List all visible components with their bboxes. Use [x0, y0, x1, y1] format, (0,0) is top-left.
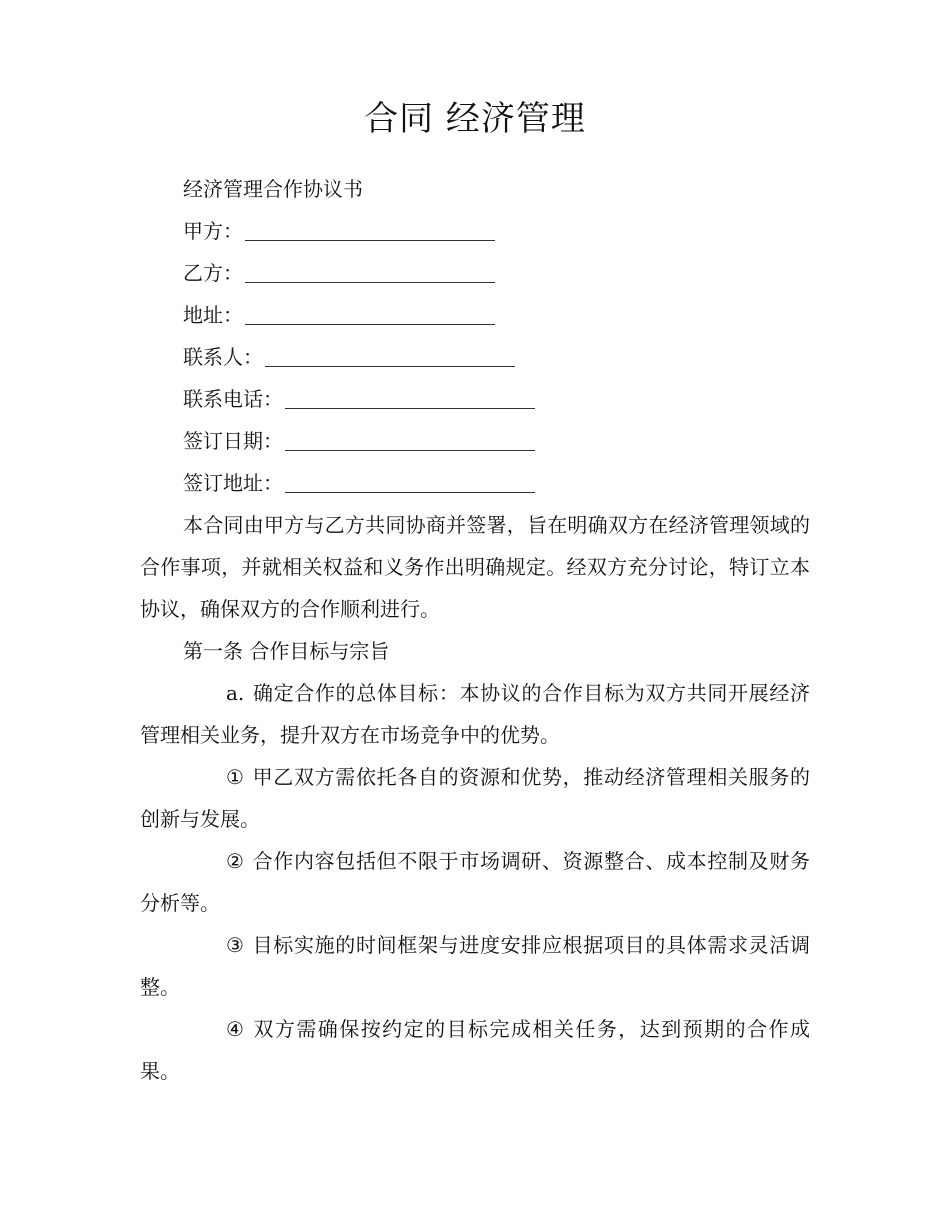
list-item	[140, 1008, 810, 1092]
contact-person-blank-line	[265, 336, 515, 367]
clause-a-mark: a.	[226, 681, 245, 705]
party-b-field	[140, 252, 810, 294]
address-field	[140, 294, 810, 336]
article-1-heading: 第一条 合作目标与宗旨	[183, 639, 390, 663]
contact-person-field	[140, 336, 810, 378]
item-3-mark: ③	[226, 933, 244, 957]
signing-date-blank-line	[285, 420, 535, 451]
signing-date-label: 签订日期：	[183, 429, 283, 453]
item-4-mark: ④	[226, 1017, 244, 1041]
signing-place-blank-line	[285, 462, 535, 493]
signing-place-label: 签订地址：	[183, 471, 283, 495]
contact-phone-label: 联系电话：	[183, 387, 283, 411]
party-b-label: 乙方：	[183, 261, 243, 285]
list-item	[140, 840, 810, 924]
address-blank-line	[245, 294, 495, 325]
signing-place-field	[140, 462, 810, 504]
list-item	[140, 924, 810, 1008]
item-1-text: 甲乙双方需依托各自的资源和优势，推动经济管理相关服务的创新与发展。	[140, 765, 810, 831]
contact-person-label: 联系人：	[183, 345, 263, 369]
contact-phone-field	[140, 378, 810, 420]
party-a-field	[140, 210, 810, 252]
address-label: 地址：	[183, 303, 243, 327]
item-2-mark: ②	[226, 849, 244, 873]
document-title: 合同 经济管理	[364, 99, 586, 139]
contact-phone-blank-line	[285, 378, 535, 409]
item-4-text: 双方需确保按约定的目标完成相关任务，达到预期的合作成果。	[140, 1017, 810, 1083]
signing-date-field	[140, 420, 810, 462]
item-2-text: 合作内容包括但不限于市场调研、资源整合、成本控制及财务分析等。	[140, 849, 810, 915]
party-b-blank-line	[245, 252, 495, 283]
item-1-mark: ①	[226, 765, 244, 789]
item-3-text: 目标实施的时间框架与进度安排应根据项目的具体需求灵活调整。	[140, 933, 810, 999]
intro-paragraph: 本合同由甲方与乙方共同协商并签署，旨在明确双方在经济管理领域的合作事项，并就相关权益和义务作出明确规定。经双方充分讨论，特订立本协议，确保双方的合作顺利进行。	[140, 513, 810, 621]
document-body	[140, 168, 810, 1092]
party-a-label: 甲方：	[183, 219, 243, 243]
party-a-blank-line	[245, 210, 495, 241]
clause-a	[140, 672, 810, 756]
agreement-subtitle: 经济管理合作协议书	[183, 177, 363, 201]
clause-a-text: 确定合作的总体目标：本协议的合作目标为双方共同开展经济管理相关业务，提升双方在市场竞争中的优势。	[140, 681, 810, 747]
list-item	[140, 756, 810, 840]
